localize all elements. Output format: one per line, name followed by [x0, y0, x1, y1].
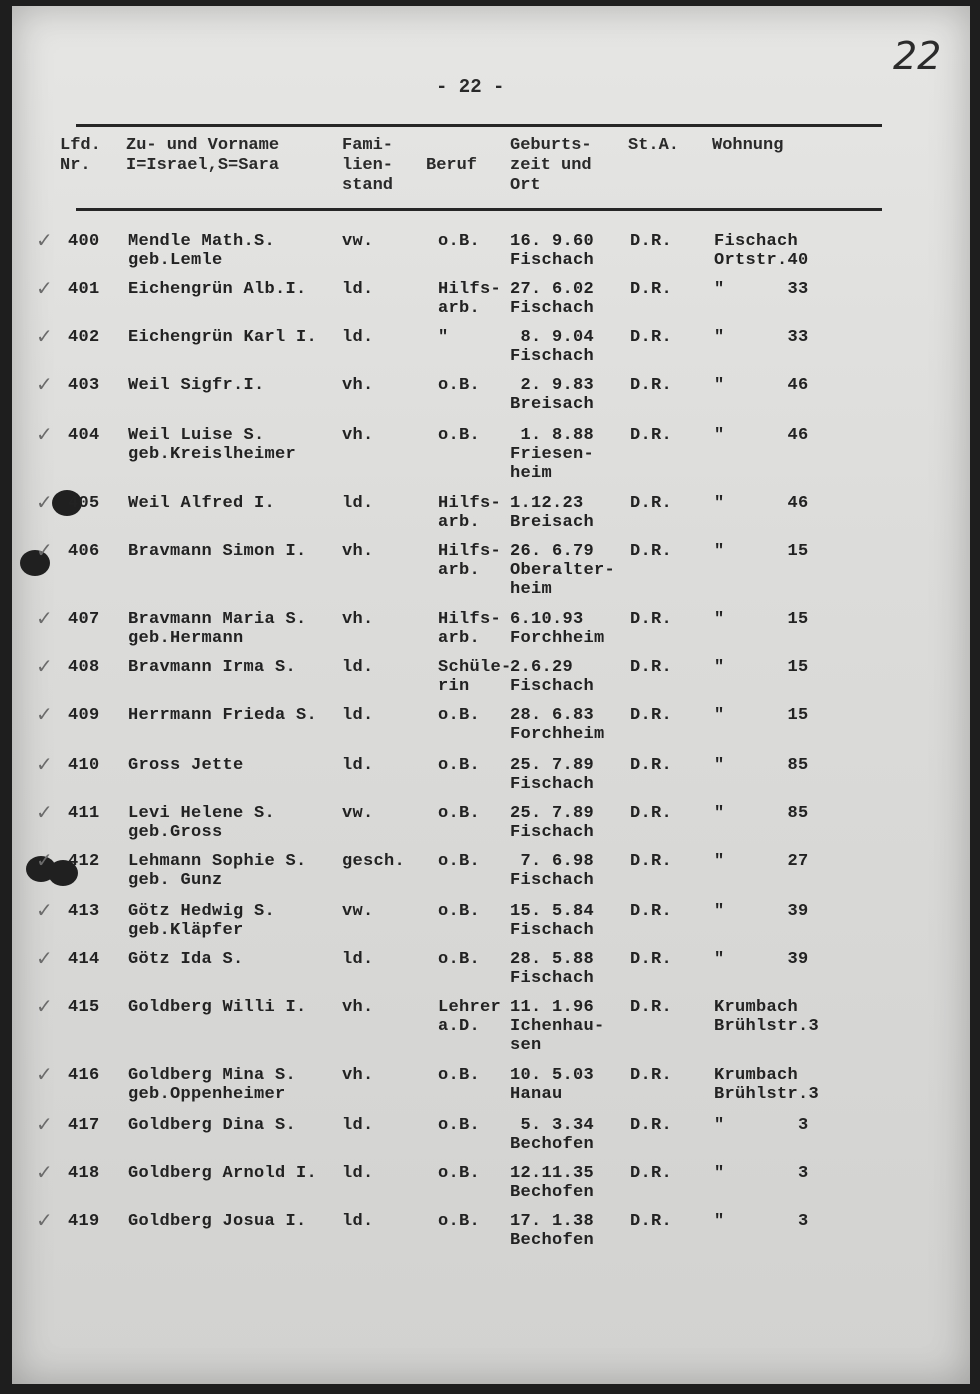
cell-wohnung: Krumbach Brühlstr.3 [714, 998, 820, 1036]
cell-wohnung: " 3 [714, 1116, 809, 1135]
cell-nr: 416 [68, 1066, 100, 1085]
cell-familienstand: ld. [342, 1116, 374, 1135]
cell-familienstand: vh. [342, 1066, 374, 1085]
cell-geburt: 26. 6.79 Oberalter- heim [510, 542, 616, 599]
cell-geburt: 25. 7.89 Fischach [510, 804, 595, 842]
cell-geburt: 28. 6.83 Forchheim [510, 706, 605, 744]
cell-nr: 411 [68, 804, 100, 823]
cell-familienstand: vh. [342, 610, 374, 629]
cell-geburt: 5. 3.34 Bechofen [510, 1116, 595, 1154]
checkmark-icon: ✓ [36, 1062, 53, 1086]
checkmark-icon: ✓ [36, 490, 53, 514]
cell-geburt: 2.6.29 Fischach [510, 658, 595, 696]
cell-sta: D.R. [630, 610, 673, 629]
cell-beruf: o.B. [438, 376, 481, 395]
cell-nr: 419 [68, 1212, 100, 1231]
cell-geburt: 11. 1.96 Ichenhau- sen [510, 998, 605, 1055]
cell-beruf: o.B. [438, 706, 481, 725]
cell-name: Bravmann Simon I. [128, 542, 307, 561]
checkmark-icon: ✓ [36, 324, 53, 348]
cell-beruf: Hilfs- arb. [438, 542, 502, 580]
cell-wohnung: " 33 [714, 328, 809, 347]
cell-beruf: Hilfs- arb. [438, 610, 502, 648]
cell-wohnung: " 15 [714, 610, 809, 629]
cell-beruf: o.B. [438, 1212, 481, 1231]
cell-familienstand: ld. [342, 280, 374, 299]
checkmark-icon: ✓ [36, 898, 53, 922]
cell-beruf: o.B. [438, 804, 481, 823]
cell-wohnung: " 3 [714, 1212, 809, 1231]
cell-name: Goldberg Willi I. [128, 998, 307, 1017]
cell-familienstand: vw. [342, 232, 374, 251]
cell-name: Weil Luise S. geb.Kreislheimer [128, 426, 297, 464]
header-geburt: Geburts- zeit und Ort [510, 136, 592, 195]
cell-familienstand: ld. [342, 756, 374, 775]
cell-sta: D.R. [630, 280, 673, 299]
cell-nr: 409 [68, 706, 100, 725]
handwritten-page-number: 22 [893, 34, 942, 78]
cell-nr: 413 [68, 902, 100, 921]
header-bottom-rule [76, 208, 882, 211]
cell-sta: D.R. [630, 804, 673, 823]
cell-wohnung: " 39 [714, 902, 809, 921]
cell-wohnung: Fischach Ortstr.40 [714, 232, 809, 270]
cell-nr: 402 [68, 328, 100, 347]
cell-beruf: Schüle- rin [438, 658, 512, 696]
cell-name: Weil Sigfr.I. [128, 376, 265, 395]
cell-name: Herrmann Frieda S. [128, 706, 318, 725]
cell-sta: D.R. [630, 706, 673, 725]
cell-wohnung: " 15 [714, 542, 809, 561]
checkmark-icon: ✓ [36, 654, 53, 678]
cell-name: Goldberg Arnold I. [128, 1164, 318, 1183]
cell-wohnung: " 46 [714, 426, 809, 445]
cell-beruf: " [438, 328, 449, 347]
cell-sta: D.R. [630, 376, 673, 395]
cell-geburt: 1.12.23 Breisach [510, 494, 595, 532]
cell-familienstand: vh. [342, 376, 374, 395]
cell-wohnung: " 27 [714, 852, 809, 871]
cell-nr: 400 [68, 232, 100, 251]
cell-wohnung: Krumbach Brühlstr.3 [714, 1066, 820, 1104]
cell-nr: 418 [68, 1164, 100, 1183]
cell-geburt: 6.10.93 Forchheim [510, 610, 605, 648]
cell-sta: D.R. [630, 542, 673, 561]
cell-familienstand: vw. [342, 902, 374, 921]
cell-sta: D.R. [630, 902, 673, 921]
cell-name: Gross Jette [128, 756, 244, 775]
cell-familienstand: ld. [342, 1212, 374, 1231]
cell-sta: D.R. [630, 328, 673, 347]
cell-familienstand: vh. [342, 542, 374, 561]
cell-sta: D.R. [630, 1116, 673, 1135]
cell-nr: 403 [68, 376, 100, 395]
header-name: Zu- und Vorname I=Israel,S=Sara [126, 136, 280, 175]
header-beruf: Beruf [426, 156, 478, 175]
cell-sta: D.R. [630, 1066, 673, 1085]
cell-wohnung: " 85 [714, 756, 809, 775]
checkmark-icon: ✓ [36, 372, 53, 396]
cell-sta: D.R. [630, 998, 673, 1017]
checkmark-icon: ✓ [36, 946, 53, 970]
header-top-rule [76, 124, 882, 127]
cell-name: Levi Helene S. geb.Gross [128, 804, 276, 842]
cell-name: Götz Ida S. [128, 950, 244, 969]
cell-nr: 406 [68, 542, 100, 561]
header-sta: St.A. [628, 136, 680, 155]
cell-beruf: o.B. [438, 950, 481, 969]
header-familienstand: Fami- lien- stand [342, 136, 394, 195]
cell-name: Goldberg Mina S. geb.Oppenheimer [128, 1066, 297, 1104]
cell-beruf: Lehrer a.D. [438, 998, 502, 1036]
cell-sta: D.R. [630, 1164, 673, 1183]
cell-nr: 407 [68, 610, 100, 629]
cell-sta: D.R. [630, 232, 673, 251]
cell-sta: D.R. [630, 1212, 673, 1231]
checkmark-icon: ✓ [36, 702, 53, 726]
cell-beruf: o.B. [438, 1066, 481, 1085]
cell-geburt: 27. 6.02 Fischach [510, 280, 595, 318]
checkmark-icon: ✓ [36, 1112, 53, 1136]
cell-beruf: o.B. [438, 1164, 481, 1183]
cell-geburt: 28. 5.88 Fischach [510, 950, 595, 988]
cell-wohnung: " 39 [714, 950, 809, 969]
checkmark-icon: ✓ [36, 606, 53, 630]
cell-nr: 414 [68, 950, 100, 969]
checkmark-icon: ✓ [36, 752, 53, 776]
cell-name: Eichengrün Karl I. [128, 328, 318, 347]
cell-beruf: o.B. [438, 426, 481, 445]
cell-sta: D.R. [630, 852, 673, 871]
checkmark-icon: ✓ [36, 538, 53, 562]
cell-nr: 405 [68, 494, 100, 513]
cell-sta: D.R. [630, 658, 673, 677]
cell-familienstand: vw. [342, 804, 374, 823]
cell-geburt: 10. 5.03 Hanau [510, 1066, 595, 1104]
cell-familienstand: ld. [342, 1164, 374, 1183]
cell-nr: 415 [68, 998, 100, 1017]
cell-geburt: 17. 1.38 Bechofen [510, 1212, 595, 1250]
cell-beruf: o.B. [438, 756, 481, 775]
cell-nr: 412 [68, 852, 100, 871]
checkmark-icon: ✓ [36, 1160, 53, 1184]
cell-familienstand: ld. [342, 328, 374, 347]
cell-wohnung: " 15 [714, 706, 809, 725]
cell-geburt: 15. 5.84 Fischach [510, 902, 595, 940]
cell-familienstand: ld. [342, 950, 374, 969]
cell-geburt: 16. 9.60 Fischach [510, 232, 595, 270]
cell-beruf: Hilfs- arb. [438, 280, 502, 318]
header-wohnung: Wohnung [712, 136, 784, 155]
cell-name: Götz Hedwig S. geb.Kläpfer [128, 902, 276, 940]
cell-name: Weil Alfred I. [128, 494, 276, 513]
cell-beruf: o.B. [438, 1116, 481, 1135]
cell-wohnung: " 3 [714, 1164, 809, 1183]
cell-beruf: o.B. [438, 902, 481, 921]
cell-beruf: Hilfs- arb. [438, 494, 502, 532]
checkmark-icon: ✓ [36, 848, 53, 872]
cell-sta: D.R. [630, 426, 673, 445]
page-number: - 22 - [436, 76, 505, 98]
checkmark-icon: ✓ [36, 800, 53, 824]
cell-sta: D.R. [630, 494, 673, 513]
cell-name: Bravmann Irma S. [128, 658, 297, 677]
cell-name: Lehmann Sophie S. geb. Gunz [128, 852, 307, 890]
cell-familienstand: vh. [342, 426, 374, 445]
cell-nr: 404 [68, 426, 100, 445]
cell-name: Goldberg Dina S. [128, 1116, 297, 1135]
cell-familienstand: gesch. [342, 852, 406, 871]
cell-wohnung: " 46 [714, 494, 809, 513]
checkmark-icon: ✓ [36, 276, 53, 300]
cell-sta: D.R. [630, 756, 673, 775]
cell-familienstand: ld. [342, 658, 374, 677]
cell-wohnung: " 85 [714, 804, 809, 823]
cell-name: Bravmann Maria S. geb.Hermann [128, 610, 307, 648]
cell-nr: 410 [68, 756, 100, 775]
cell-familienstand: ld. [342, 494, 374, 513]
cell-wohnung: " 33 [714, 280, 809, 299]
cell-name: Mendle Math.S. geb.Lemle [128, 232, 276, 270]
cell-geburt: 12.11.35 Bechofen [510, 1164, 595, 1202]
cell-beruf: o.B. [438, 852, 481, 871]
checkmark-icon: ✓ [36, 422, 53, 446]
cell-nr: 417 [68, 1116, 100, 1135]
cell-nr: 408 [68, 658, 100, 677]
cell-geburt: 2. 9.83 Breisach [510, 376, 595, 414]
cell-name: Eichengrün Alb.I. [128, 280, 307, 299]
cell-geburt: 25. 7.89 Fischach [510, 756, 595, 794]
cell-sta: D.R. [630, 950, 673, 969]
document-page [12, 6, 970, 1384]
checkmark-icon: ✓ [36, 228, 53, 252]
cell-wohnung: " 46 [714, 376, 809, 395]
checkmark-icon: ✓ [36, 1208, 53, 1232]
cell-beruf: o.B. [438, 232, 481, 251]
cell-wohnung: " 15 [714, 658, 809, 677]
cell-familienstand: ld. [342, 706, 374, 725]
cell-geburt: 1. 8.88 Friesen- heim [510, 426, 595, 483]
cell-geburt: 7. 6.98 Fischach [510, 852, 595, 890]
cell-familienstand: vh. [342, 998, 374, 1017]
cell-geburt: 8. 9.04 Fischach [510, 328, 595, 366]
header-nr: Lfd. Nr. [60, 136, 101, 175]
cell-nr: 401 [68, 280, 100, 299]
cell-name: Goldberg Josua I. [128, 1212, 307, 1231]
checkmark-icon: ✓ [36, 994, 53, 1018]
